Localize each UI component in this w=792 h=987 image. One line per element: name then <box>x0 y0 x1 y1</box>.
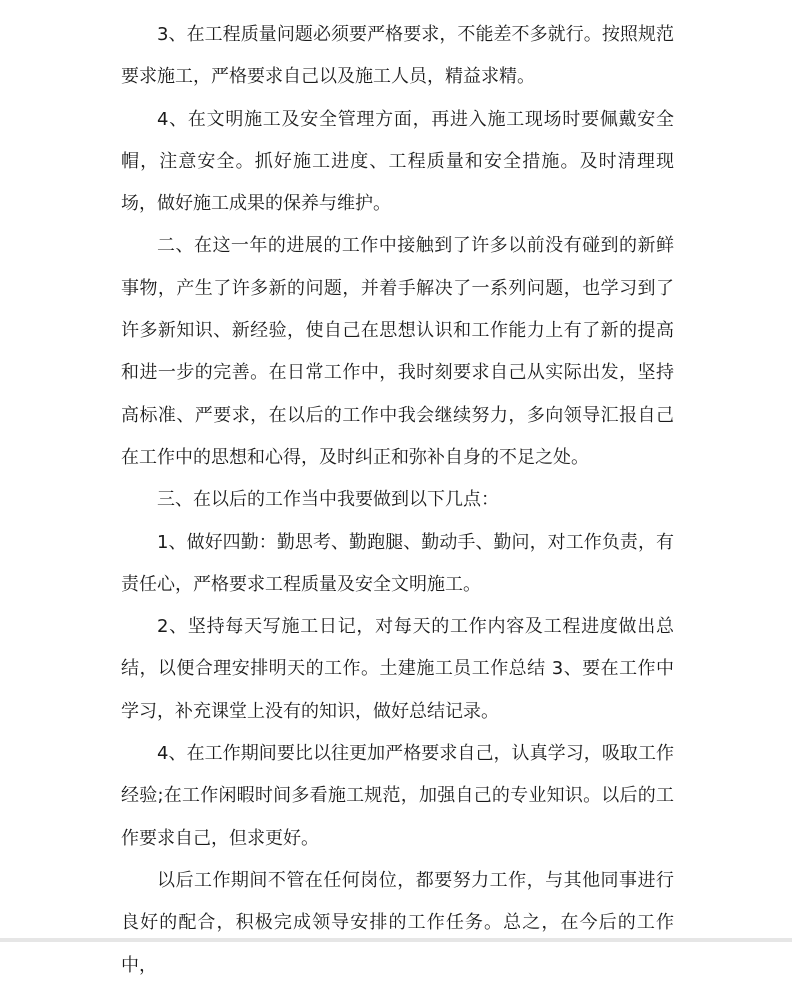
paragraph-four-diligences: 1、做好四勤：勤思考、勤跑腿、勤动手、勤问，对工作负责，有责任心，严格要求工程质量及安全文明施工。 <box>121 531 674 595</box>
paragraph-strict-requirements: 4、在工作期间要比以往更加严格要求自己，认真学习，吸取工作经验;在工作闲暇时间多看施工规范，加强自己的专业知识。以后的工作要求自己，但求更好。 <box>121 743 674 849</box>
paragraph-daily-log: 2、坚持每天写施工日记，对每天的工作内容及工程进度做出总结，以便合理安排明天的工作。土建施工员工作总结 3、要在工作中学习，补充课堂上没有的知识，做好总结记录。 <box>121 616 674 722</box>
paragraph-future-work: 以后工作期间不管在任何岗位，都要努力工作，与其他同事进行良好的配合，积极完成领导安排的工作任务。总之，在今后的工作中， <box>121 869 674 976</box>
page-bottom-edge <box>0 938 792 942</box>
paragraph-quality-requirements: 3、在工程质量问题必须要严格要求，不能差不多就行。按照规范要求施工，严格要求自己以及施工人员，精益求精。 <box>121 24 674 88</box>
paragraph-year-summary: 二、在这一年的进展的工作中接触到了许多以前没有碰到的新鲜事物，产生了许多新的问题，并着手解决了一系列问题，也学习到了许多新知识、新经验，使自己在思想认识和工作能力上有了新的提高和进一步的完善。在日常工作中，我时刻要求自己从实际出发，坚持高标准、严要求，在以后的工作中我会继续努力，多向领导汇报自己在工作中的思想和心得，及时纠正和弥补自身的不足之处。 <box>121 235 674 468</box>
paragraph-safety-management: 4、在文明施工及安全管理方面，再进入施工现场时要佩戴安全帽，注意安全。抓好施工进度、工程质量和安全措施。及时清理现场，做好施工成果的保养与维护。 <box>121 108 674 215</box>
document-body <box>121 14 674 987</box>
paragraph-future-points-heading: 三、在以后的工作当中我要做到以下几点： <box>157 489 499 511</box>
